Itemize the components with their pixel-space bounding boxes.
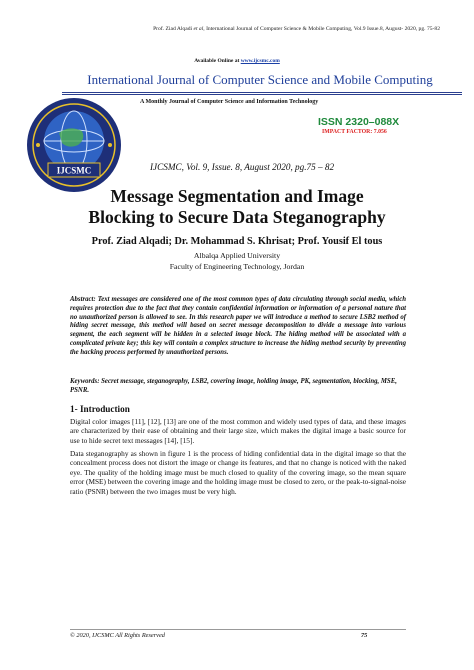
running-header-authors: Prof. Ziad Alqadi: [153, 26, 193, 32]
footer-copyright: © 2020, IJCSMC All Rights Reserved: [70, 632, 165, 639]
journal-title: International Journal of Computer Science and Mobile Computing: [87, 72, 433, 87]
abstract-paragraph: Abstract: Text messages are considered one of the most common types of data circulating through social media, which requires protection due to the fact that they contain confidential information or information of a personal nature that no unauthorized person is allowed to see. In this research paper we will introduce a method to secure LSB2 method of hiding secret message, this method will based on secret message decomposition to divide a message into various segment, the each segment will be hidden in a selected image block. The hiding method will be associated with a complicated private key; this key will contain a complex structure to increase the hiding method security by preventing the hacking process performed by unauthorized persons.: [70, 296, 406, 356]
footer-page-number: 75: [361, 632, 368, 639]
issn-label: ISSN 2320–088X: [318, 116, 400, 128]
journal-logo-seal: [24, 95, 124, 195]
journal-website-link[interactable]: www.ijcsmc.com: [240, 58, 280, 64]
intro-paragraph-1: Digital color images [11], [12], [13] are one of the most common and widely used types of data, and these images are characterized by their ease of obtaining and their large size, which makes the digital image a basic source for use to hide secret text messages [14], [15].: [70, 417, 406, 445]
header-divider-bottom: [62, 94, 462, 95]
paper-title: [40, 186, 434, 228]
paper-authors: Prof. Ziad Alqadi; Dr. Mohammad S. Khrisat; Prof. Yousif El tous: [91, 236, 383, 247]
header-divider-top: [62, 92, 462, 93]
running-header-etal: et al: [193, 26, 204, 32]
paper-title-line-2: Blocking to Secure Data Steganography: [88, 207, 386, 227]
journal-subtitle: A Monthly Journal of Computer Science and Information Technology: [140, 99, 319, 105]
affiliation-university: Albalqa Applied University: [193, 251, 281, 260]
paper-title-line-1: Message Segmentation and Image: [110, 186, 364, 206]
running-header-rest: , International Journal of Computer Science & Mobile Computing, Vol.9 Issue.8, August- 2020, pg. 75-82: [203, 26, 440, 32]
available-online: [0, 58, 474, 64]
seal-logo-text: IJCSMC: [56, 165, 92, 176]
issue-citation: IJCSMC, Vol. 9, Issue. 8, August 2020, pg.75 – 82: [150, 162, 335, 172]
affiliation-faculty: Faculty of Engineering Technology, Jordan: [169, 262, 305, 271]
intro-paragraph-2: Data steganography as shown in figure 1 is the process of hiding confidential data in the digital image so that the concealment process does not distort the image or change its features, and that no change is noticed with the naked eye. The quality of the holding image must be much closed to quality of the covering image, so the mean square error (MSE) between the covering image and the holding image must be closed to zero, or the peak-to-signal-noise ratio (PSNR) between the two images must be very high.: [70, 449, 406, 496]
impact-factor: IMPACT FACTOR: 7.056: [322, 129, 387, 135]
running-header: [60, 26, 440, 32]
footer-divider: [70, 629, 406, 630]
section-heading-introduction: 1- Introduction: [70, 404, 130, 414]
keywords-paragraph: Keywords: Secret message, steganography, LSB2, covering image, holding image, PK, segmentation, blocking, MSE, PSNR.: [70, 378, 397, 394]
available-online-prefix: Available Online at: [194, 58, 241, 64]
